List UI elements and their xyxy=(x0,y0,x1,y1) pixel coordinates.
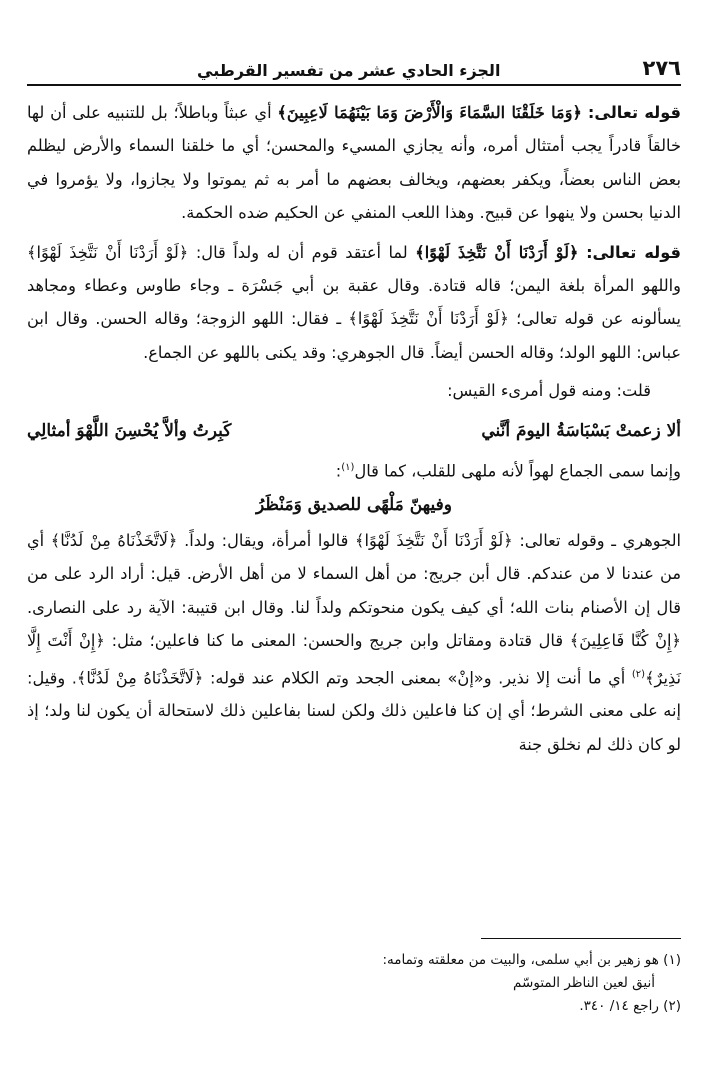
footnote-ref[interactable]: (١) xyxy=(341,462,355,474)
footnote-ref[interactable]: (٢) xyxy=(631,668,646,680)
paragraph-text: لما أعتقد قوم أن له ولداً قال: ﴿لَوْ أَرَدْنَا أَنْ نَتَّخِذَ لَهْوًا﴾ واللهو المرأة بلغة اليمن؛ قاله قتادة. وقال عقبة بن أبي جَسْرَة ـ وجاء طاوس وعطاء ومجاهد يسألونه عن قوله تعالى؛ ﴿لَوْ أَرَدْنَا أَنْ نَتَّخِذَ لَهْوًا﴾ ـ فقال: اللهو الزوجة؛ وقاله الحسن. وقال ابن عباس: اللهو الولد؛ وقاله الحسن أيضاً. قال الجوهري: وقد يكنى باللهو عن الجماع. xyxy=(27,242,681,362)
quran-verse: ﴿وَمَا خَلَقْنَا السَّمَاءَ وَالْأَرْضَ وَمَا بَيْنَهُمَا لَاعِبِينَ﴾ xyxy=(277,103,583,122)
paragraph-2 xyxy=(27,236,681,370)
paragraph-lead: قوله تعالى: xyxy=(587,103,681,122)
paragraph-text: الجوهري ـ وقوله تعالى: ﴿لَوْ أَرَدْنَا أَنْ نَتَّخِذَ لَهْوًا﴾ قالوا أمرأة، ويقال: ولداً. ﴿لَاتَّخَذْنَاهُ مِنْ لَدُنَّا﴾ أي من عندنا لا من عندكم. قال أبن جريج: من أهل السماء لا من أهل الأرض. قيل: أراد الرد على من قال إن الأصنام بنات الله؛ أي كيف يكون منحوتكم ولداً لنا. وقال ابن قتيبة: الآية رد على النصارى. ﴿إِنْ كُنَّا فَاعِلِينَ﴾ قال قتادة ومقاتل وابن جريج والحسن: المعنى ما كنا فاعلين؛ مثل: ﴿إِنْ أَنْتَ إِلَّا نَذِيرٌ﴾ xyxy=(27,531,681,688)
paragraph-lead: قوله تعالى: xyxy=(586,242,681,262)
poem-after-text: وإنما سمى الجماع لهواً لأنه ملهى للقلب، كما قال xyxy=(354,461,681,481)
page-number: ٢٧٦ xyxy=(642,56,681,80)
footnote-1: (١) هو زهير بن أبي سلمى، والبيت من معلقته وتمامه: xyxy=(382,952,681,968)
footnote-1-verse: أنيق لعين الناظر المتوسّم xyxy=(513,975,655,991)
paragraph-1 xyxy=(27,96,681,230)
footnote-2: (٢) راجع ١٤/ ٣٤٠. xyxy=(579,998,681,1014)
poem-intro: قلت: ومنه قول أمرىء القيس: xyxy=(447,381,651,401)
page-header xyxy=(27,56,681,86)
poem-after: وإنما سمى الجماع لهواً لأنه ملهى للقلب، كما قال$^{(١)}$: xyxy=(335,461,681,481)
quran-verse: ﴿لَوْ أَرَدْنَا أَنْ نَتَّخِذَ لَهْوًا﴾ xyxy=(415,242,579,262)
paragraph-text-continued: أي ما أنت إلا نذير. و«إنْ» بمعنى الجحد وتم الكلام عند قوله: ﴿لَاتَّخَذْنَاهُ مِنْ لَدُنَّا﴾. وقيل: إنه على معنى الشرط؛ أي إن كنا فاعلين ذلك ولكن لسنا بفاعلين ذلك لاستحالة أن يكون لنا ولد؛ إذ لو كان ذلك لم نخلق جنة xyxy=(27,668,681,754)
poem-verse xyxy=(27,413,681,449)
poem-quote: وفيهنّ مَلْهًى للصديق وَمَنْظَرُ xyxy=(256,495,452,516)
paragraph-text: أي عبثاً وباطلاً؛ بل للتنبيه على أن لها خالقاً قادراً يجب أمتثال أمره، وأنه يجازي المسيء والمحسن؛ أي ما خلقنا السماء والأرض ليظلم بعض الناس بعضاً، ويكفر بعضهم، ويخالف بعضهم ما أمر به ثم يموتوا ولا يجازوا، ولا يؤمروا في الدنيا بحسن ولا ينهوا عن قبيح. وهذا اللعب المنفي عن الحكيم ضده الحكمة. xyxy=(27,103,681,223)
paragraph-3 xyxy=(27,524,681,761)
footnotes xyxy=(27,938,681,1018)
running-title: الجزء الحادي عشر من تفسير القرطبي xyxy=(197,61,501,80)
footnote-divider xyxy=(481,938,681,939)
poem-hemistich-right: ألا زعمتْ بَسْبَاسَةُ اليومَ أنَّني xyxy=(481,421,681,442)
poem-hemistich-left: كَبِرتُ وألاَّ يُحْسِنَ اللَّهْوَ أمثالِي xyxy=(27,421,232,442)
